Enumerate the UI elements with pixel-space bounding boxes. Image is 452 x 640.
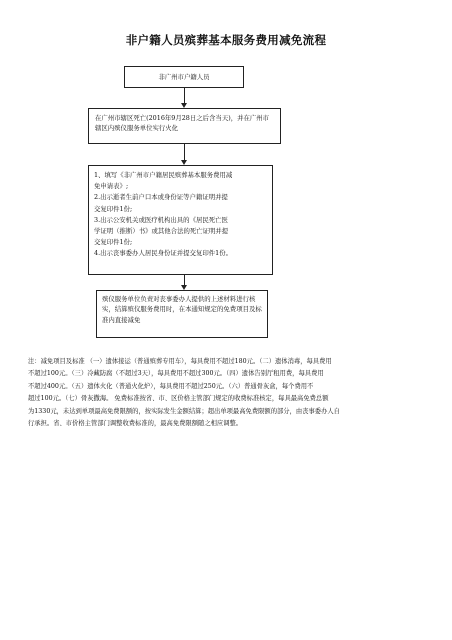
flow-step-materials [88,165,273,275]
materials-line: 学证明（推断）书》或其他合法的死亡证明并提 [94,227,229,236]
page-title: 非户籍人员殡葬基本服务费用减免流程 [125,33,327,47]
note-line: 不超过400元。（五）遗体火化（普通火化炉），每具费用不超过250元。（六）普通骨灰盒，每个费用不 [28,382,314,390]
note-line: 为1330元，未达到单项最高免费限额的，按实际发生金额结算；超出单项最高免费限额的部分，由丧事委办人自 [28,407,340,415]
flow-connector [184,275,185,285]
materials-line: 交复印件1份; [94,204,133,213]
materials-line: 2.出示逝者生前户口本或身份证等户籍证明并提 [94,193,228,202]
flow-step-condition: 在广州市辖区死亡(2016年9月28日之后含当天)，并在广州市辖区内殡仪服务单位实行火化 [88,108,281,144]
note-line: 行承担。省、市价格主管部门调整收费标准的，最高免费限额随之相应调整。 [28,420,243,428]
materials-line: 4.出示丧事委办人居民身份证并提交复印件1份。 [94,249,232,258]
note-line: 超过100元。（七）骨灰撒海。 免费标准按省、市、区价格主管部门规定的收费标准核定，每具最高免费总额 [28,395,329,403]
materials-line: 交复印件1份; [94,238,133,247]
materials-line: 3.出示公安机关或医疗机构出具的《居民死亡医 [94,215,228,224]
materials-line: 1、填写《非广州市户籍居民殡葬基本服务费用减 [94,171,233,179]
note-line: 不超过100元。（三）冷藏防腐（不超过3天），每具费用不超过300元。（四）遗体告别厅租用费，每具费用 [28,370,324,378]
fee-note [28,356,428,430]
flow-connector [184,88,185,103]
flow-connector [184,144,185,160]
flow-step-settlement: 殡仪服务单位负责对丧事委办人提供的上述材料进行核实，结算殡仪服务费用时，在本通知规定的免费项目及标准内直接减免 [96,290,268,338]
flow-step-applicant: 非广州市户籍人员 [124,66,244,88]
note-line: 注：减免项目及标准 （一）遗体接运（普通殡葬专用车），每具费用不超过180元。（二）遗体消毒，每具费用 [28,358,332,365]
materials-line: 免申请表》; [94,182,129,191]
